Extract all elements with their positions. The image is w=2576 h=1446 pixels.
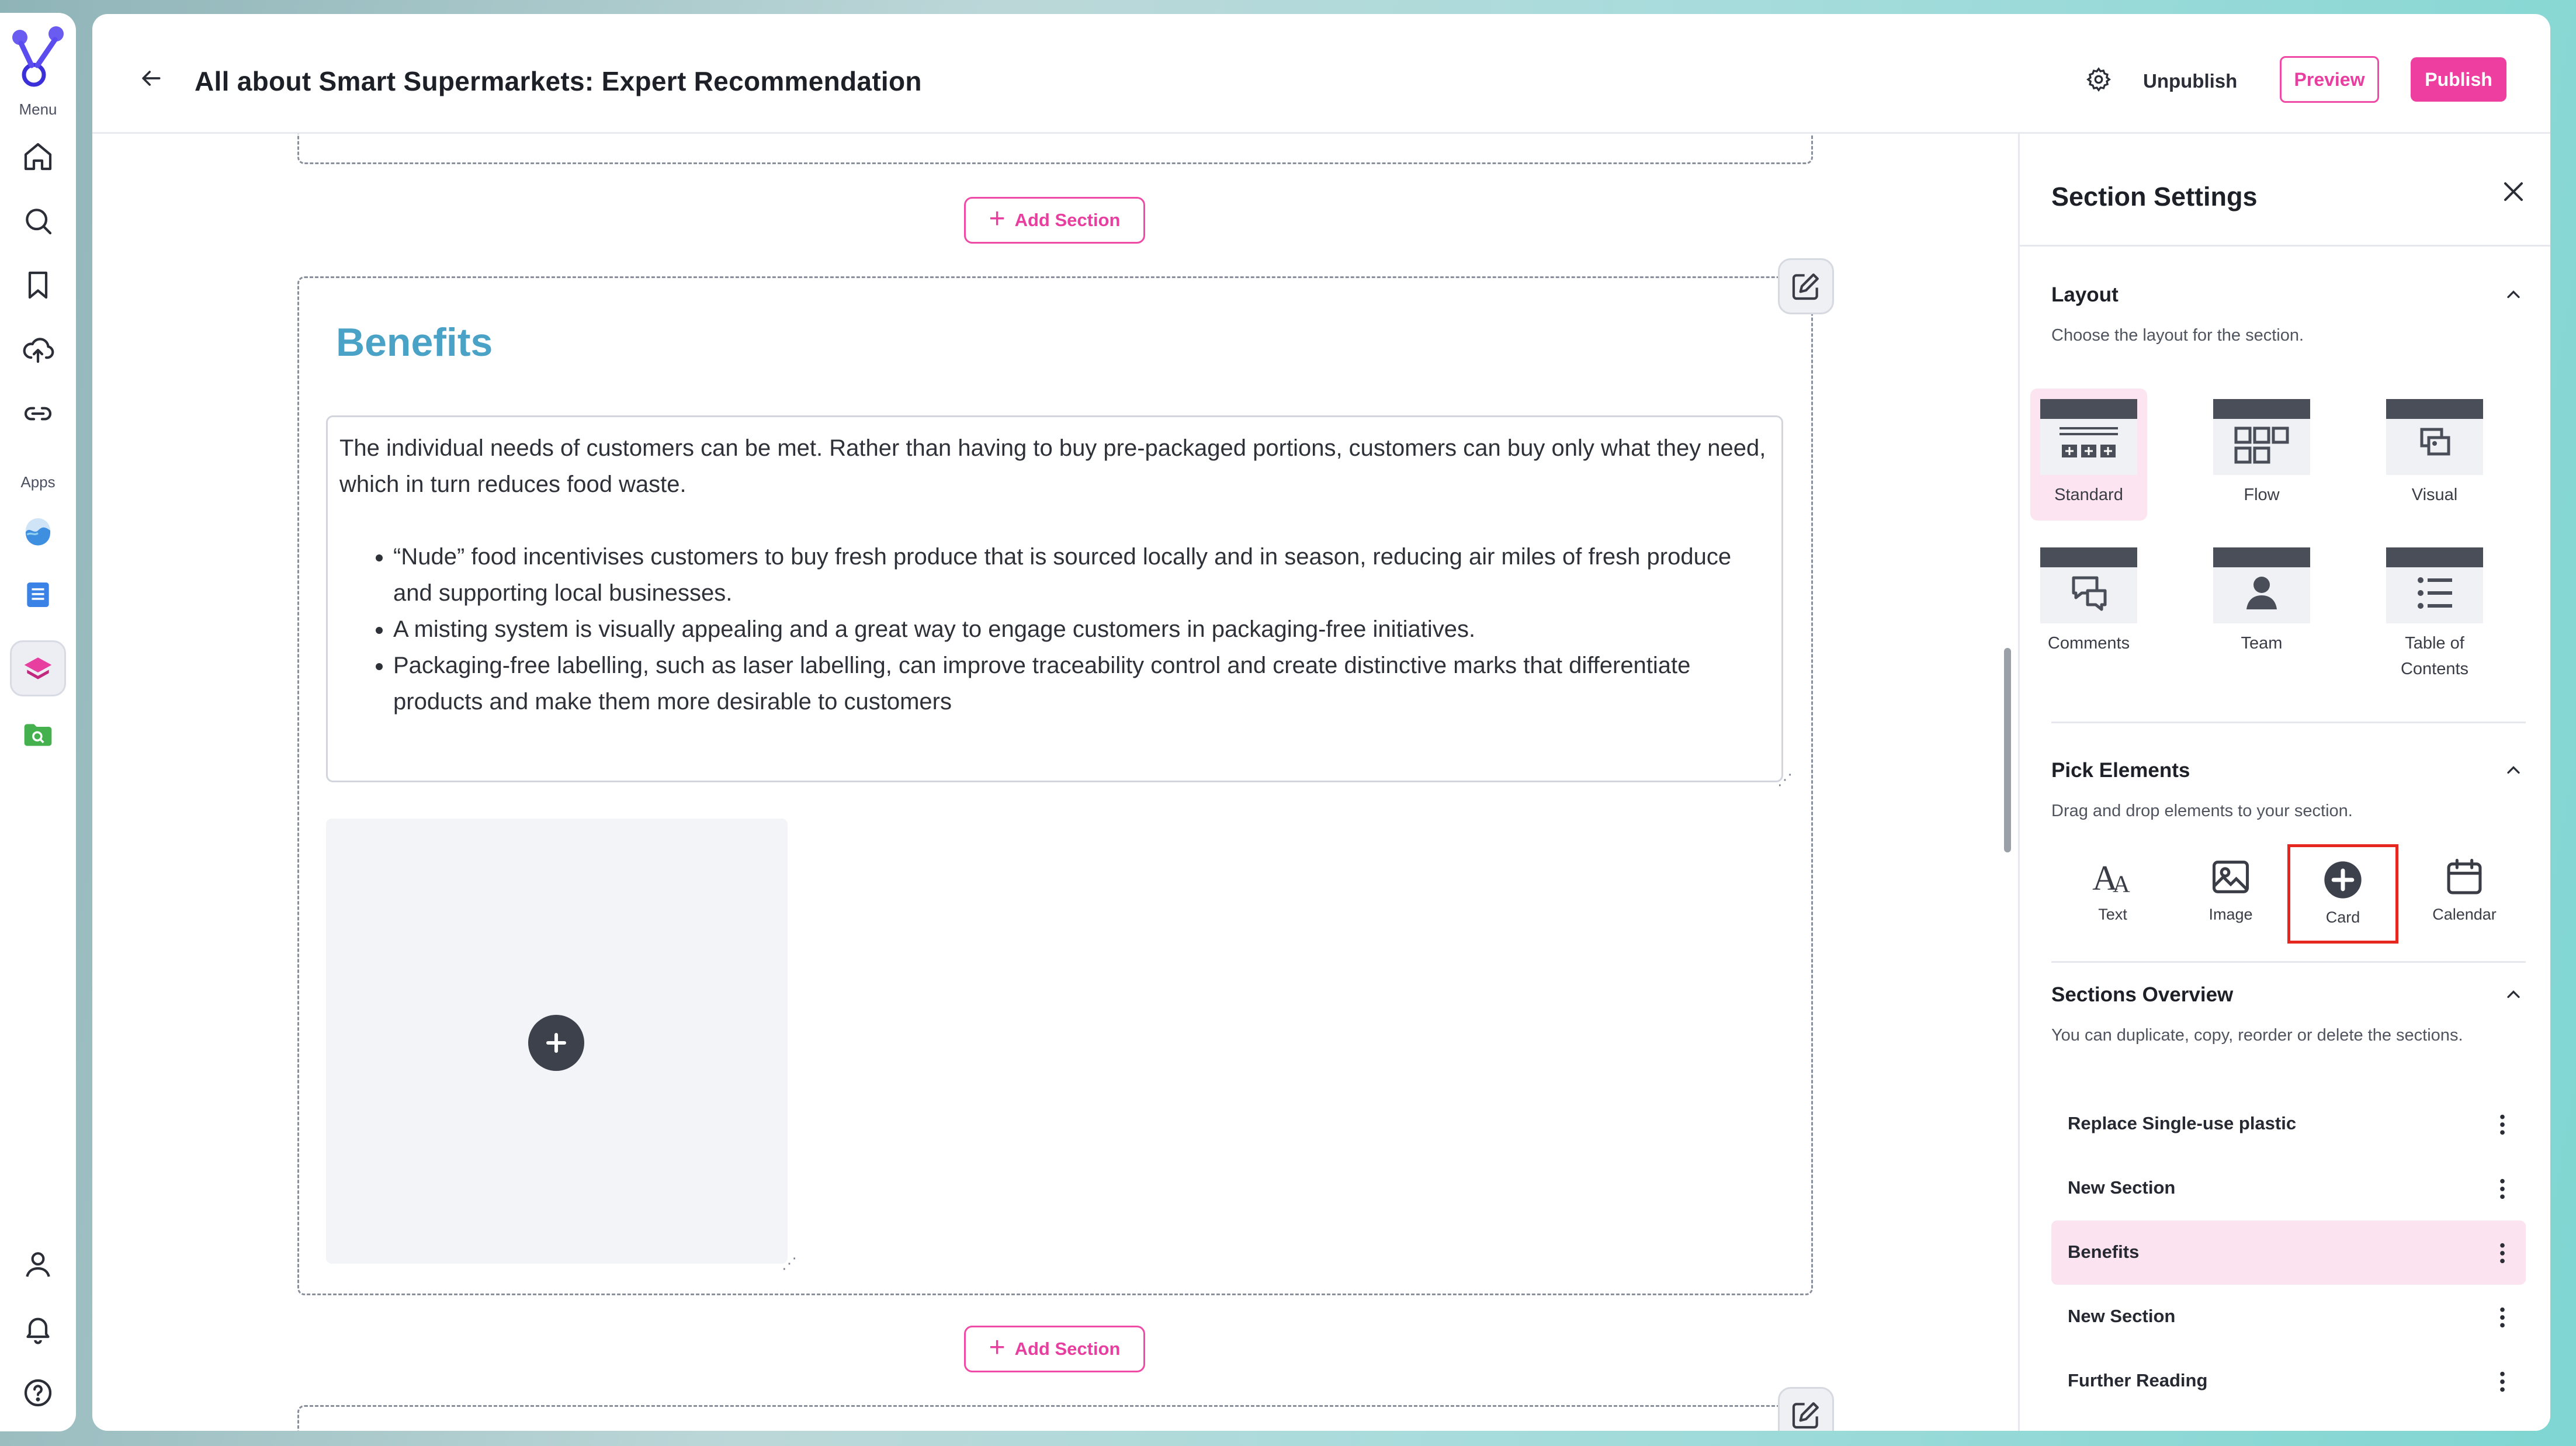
panel-title: Section Settings — [2051, 182, 2258, 211]
element-label: Text — [2098, 906, 2127, 923]
overview-item[interactable] — [2051, 1349, 2526, 1413]
gear-icon[interactable] — [2081, 62, 2116, 97]
elements-group-title: Pick Elements — [2051, 759, 2190, 782]
overview-item[interactable] — [2051, 1156, 2526, 1220]
header-bar — [92, 14, 2550, 134]
list-item: • Packaging-free labelling, such as laser labelling, can improve traceability control and create distinctive marks that differentiate products and make them more desirable to customers — [393, 647, 1770, 720]
layout-option-team[interactable] — [2203, 547, 2320, 656]
overview-item-label: Further Reading — [2068, 1370, 2208, 1390]
team-layout-icon — [2213, 547, 2310, 623]
add-section-label: Add Section — [1014, 210, 1121, 230]
overview-group-title: Sections Overview — [2051, 983, 2234, 1006]
layout-option-label: Standard — [2054, 486, 2123, 504]
left-rail — [0, 13, 76, 1431]
image-element-placeholder[interactable] — [326, 819, 788, 1264]
element-card[interactable] — [2287, 844, 2398, 944]
overview-item[interactable] — [2051, 1285, 2526, 1349]
svg-text:A: A — [2113, 870, 2130, 897]
layout-option-comments[interactable] — [2030, 547, 2147, 656]
upload-cloud-icon[interactable] — [19, 331, 57, 368]
close-icon[interactable] — [2493, 171, 2534, 212]
more-vertical-icon[interactable] — [2491, 1171, 2514, 1206]
more-vertical-icon[interactable] — [2491, 1236, 2514, 1271]
overview-item-label: New Section — [2068, 1177, 2176, 1198]
layout-option-label: Table of Contents — [2400, 634, 2469, 678]
edit-section-icon[interactable] — [1778, 258, 1834, 314]
text-element[interactable] — [326, 415, 1783, 782]
image-icon — [2209, 855, 2253, 899]
back-arrow-icon[interactable] — [133, 61, 168, 96]
add-section-button[interactable] — [964, 1326, 1145, 1372]
overview-group-description: You can duplicate, copy, reorder or delete the sections. — [2051, 1026, 2463, 1045]
overview-item-label: Benefits — [2068, 1242, 2140, 1262]
element-label: Image — [2209, 906, 2253, 923]
list-item: • A misting system is visually appealing and a great way to engage customers in packaging-free initiatives. — [393, 611, 1770, 647]
flow-layout-icon — [2213, 399, 2310, 475]
bell-icon[interactable] — [19, 1310, 57, 1347]
comments-layout-icon — [2040, 547, 2137, 623]
next-section-frame[interactable] — [297, 1405, 1813, 1431]
layout-option-label: Visual — [2411, 486, 2458, 504]
add-section-label: Add Section — [1014, 1338, 1121, 1359]
panel-divider — [2020, 245, 2550, 247]
layout-option-table-of-contents[interactable] — [2376, 547, 2493, 682]
layout-option-flow[interactable] — [2203, 399, 2320, 508]
section-title[interactable]: Benefits — [336, 320, 493, 365]
menu-caption: Menu — [19, 100, 57, 118]
layout-group-description: Choose the layout for the section. — [2051, 326, 2304, 345]
resize-handle-icon[interactable]: ⋰ — [782, 1254, 797, 1272]
element-label: Card — [2325, 908, 2360, 926]
layout-option-standard[interactable] — [2030, 389, 2147, 521]
bullet-list — [339, 539, 1770, 720]
text-icon — [2090, 855, 2135, 899]
list-item: • “Nude” food incentivises customers to buy fresh produce that is sourced locally and in season, reducing air miles of fresh produce and supporting local businesses. — [393, 539, 1770, 611]
page-title: All about Smart Supermarkets: Expert Recommendation — [195, 66, 922, 96]
bookmark-icon[interactable] — [19, 266, 57, 304]
element-label: Calendar — [2432, 906, 2497, 923]
element-image[interactable] — [2175, 844, 2286, 944]
layers-app-icon[interactable] — [10, 640, 66, 696]
section-paragraph: The individual needs of customers can be met. Rather than having to buy pre-packaged portions, customers can buy only what they need, which in turn reduces food waste. — [339, 435, 1766, 497]
user-icon[interactable] — [19, 1246, 57, 1283]
calendar-icon — [2442, 855, 2487, 899]
add-element-icon[interactable] — [528, 1015, 584, 1071]
svg-text:A: A — [2092, 859, 2118, 899]
preview-button[interactable]: Preview — [2280, 56, 2379, 103]
chevron-up-icon[interactable] — [2499, 980, 2528, 1009]
layout-option-visual[interactable] — [2376, 399, 2493, 508]
plus-icon: + — [989, 1332, 1006, 1363]
plus-icon: + — [989, 203, 1006, 234]
document-app-icon[interactable] — [19, 576, 57, 613]
resize-handle-icon[interactable]: ⋰ — [1777, 771, 1793, 788]
elements-group-description: Drag and drop elements to your section. — [2051, 802, 2353, 820]
main-window — [92, 14, 2550, 1431]
panel-divider — [2051, 961, 2526, 963]
unpublish-button[interactable]: Unpublish — [2143, 70, 2238, 92]
editor-canvas — [92, 134, 2018, 1431]
previous-section-frame[interactable] — [297, 134, 1813, 164]
overview-item[interactable] — [2051, 1092, 2526, 1156]
section-settings-panel — [2018, 134, 2550, 1431]
more-vertical-icon[interactable] — [2491, 1364, 2514, 1399]
app-logo[interactable] — [8, 21, 67, 91]
publish-button[interactable]: Publish — [2411, 57, 2506, 102]
search-icon[interactable] — [19, 202, 57, 240]
add-section-button[interactable] — [964, 197, 1145, 244]
chevron-up-icon[interactable] — [2499, 280, 2528, 309]
chevron-up-icon[interactable] — [2499, 755, 2528, 785]
help-icon[interactable] — [19, 1374, 57, 1412]
more-vertical-icon[interactable] — [2491, 1107, 2514, 1142]
layout-group-title: Layout — [2051, 283, 2119, 306]
editor-scrollbar[interactable] — [2004, 648, 2011, 852]
layout-option-label: Team — [2241, 634, 2283, 653]
home-icon[interactable] — [19, 138, 57, 175]
overview-item-label: New Section — [2068, 1306, 2176, 1326]
panel-divider — [2051, 722, 2526, 723]
standard-layout-icon — [2040, 399, 2137, 475]
overview-item-label: Replace Single-use plastic — [2068, 1113, 2297, 1133]
layout-option-label: Comments — [2047, 634, 2130, 653]
visual-layout-icon — [2386, 399, 2483, 475]
element-text[interactable] — [2057, 844, 2168, 944]
apps-caption: Apps — [20, 473, 56, 491]
folder-search-app-icon[interactable] — [19, 716, 57, 754]
overview-item[interactable] — [2051, 1220, 2526, 1285]
more-vertical-icon[interactable] — [2491, 1300, 2514, 1335]
edit-section-icon[interactable] — [1778, 1387, 1834, 1431]
table-of-contents-layout-icon — [2386, 547, 2483, 623]
plus-circle-icon — [2321, 858, 2365, 902]
element-calendar[interactable] — [2409, 844, 2520, 944]
link-icon[interactable] — [19, 395, 57, 432]
wave-app-icon[interactable] — [19, 512, 57, 549]
layout-option-label: Flow — [2244, 486, 2280, 504]
